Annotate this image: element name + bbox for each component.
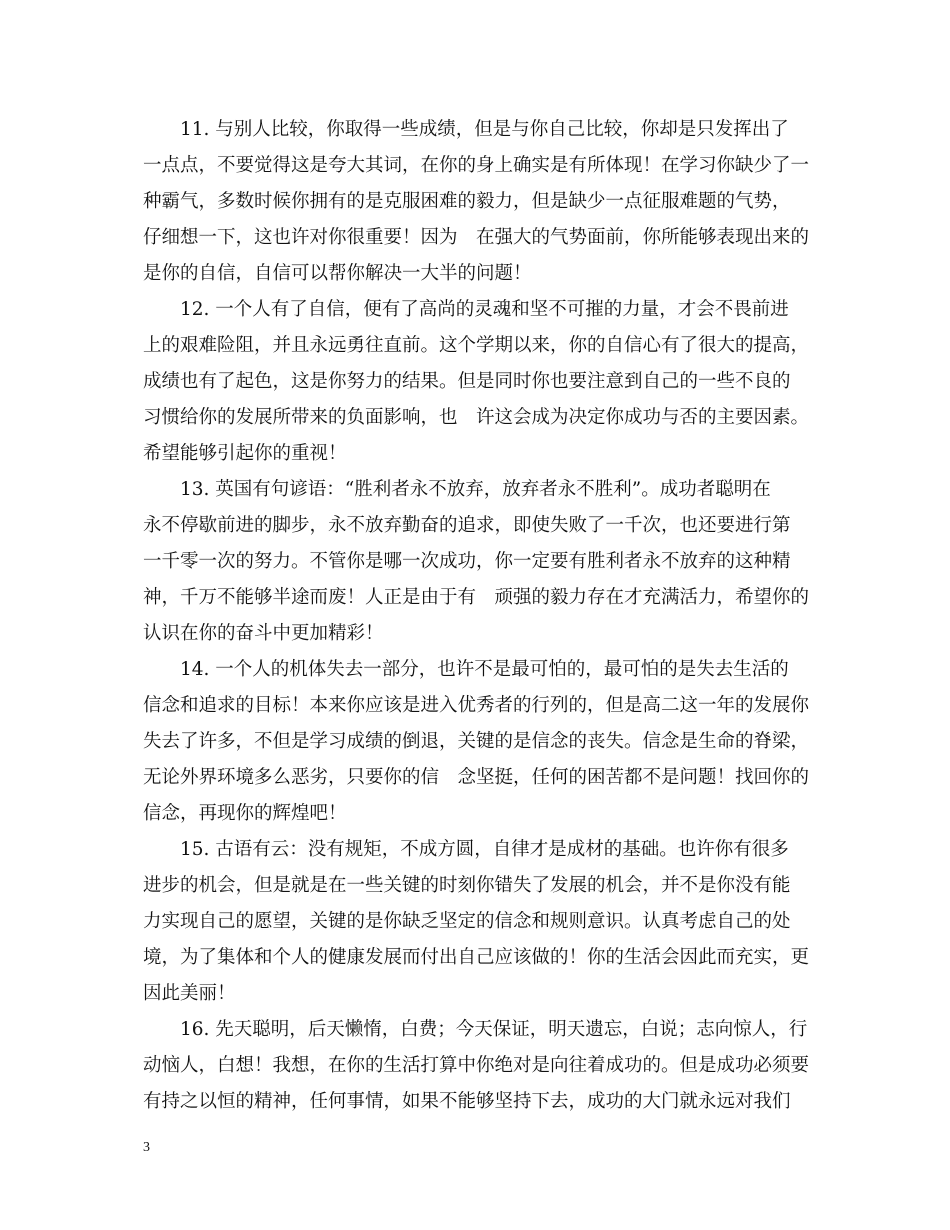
paragraph-15-line-4: 境，为了集体和个人的健康发展而付出自己应该做的！你的生活会因此而充实，更 (143, 947, 810, 968)
paragraph-12-line-5: 希望能够引起你的重视！ (143, 443, 347, 464)
paragraph-14-line-1: 14. 一个人的机体失去一部分，也许不是最可怕的，最可怕的是失去生活的 (180, 659, 789, 680)
paragraph-16-line-3: 有持之以恒的精神，任何事情，如果不能够坚持下去，成功的大门就永远对我们 (143, 1091, 791, 1112)
page-number: 3 (143, 1140, 150, 1155)
paragraph-12-line-2: 上的艰难险阻，并且永远勇往直前。这个学期以来，你的自信心有了很大的提高， (143, 335, 810, 356)
paragraph-13-line-2: 永不停歇前进的脚步，永不放弃勤奋的追求，即使失败了一千次，也还要进行第 (143, 515, 791, 536)
paragraph-11-line-5: 是你的自信，自信可以帮你解决一大半的问题！ (143, 263, 532, 284)
paragraph-13-line-4: 神，千万不能够半途而废！人正是由于有 顽强的毅力存在才充满活力，希望你的 (143, 587, 810, 608)
paragraph-14-line-3: 失去了许多，不但是学习成绩的倒退，关键的是信念的丧失。信念是生命的脊梁， (143, 731, 810, 752)
paragraph-11-line-1: 11. 与别人比较，你取得一些成绩，但是与你自己比较，你却是只发挥出了 (180, 119, 789, 140)
paragraph-13-line-1: 13. 英国有句谚语：“胜利者永不放弃，放弃者永不胜利”。成功者聪明在 (180, 479, 771, 500)
paragraph-12-line-3: 成绩也有了起色，这是你努力的结果。但是同时你也要注意到自己的一些不良的 (143, 371, 791, 392)
paragraph-13-line-3: 一千零一次的努力。不管你是哪一次成功，你一定要有胜利者永不放弃的这种精 (143, 551, 791, 572)
paragraph-12-line-1: 12. 一个人有了自信，便有了高尚的灵魂和坚不可摧的力量，才会不畏前进 (180, 299, 789, 320)
paragraph-11-line-4: 仔细想一下，这也许对你很重要！因为 在强大的气势面前，你所能够表现出来的 (143, 227, 810, 248)
paragraph-11-line-2: 一点点，不要觉得这是夸大其词，在你的身上确实是有所体现！在学习你缺少了一 (143, 155, 810, 176)
paragraph-14-line-5: 信念，再现你的辉煌吧！ (143, 803, 347, 824)
paragraph-15-line-3: 力实现自己的愿望，关键的是你缺乏坚定的信念和规则意识。认真考虑自己的处 (143, 911, 791, 932)
paragraph-14-line-4: 无论外界环境多么恶劣，只要你的信 念坚挺，任何的困苦都不是问题！找回你的 (143, 767, 810, 788)
paragraph-16-line-1: 16. 先天聪明，后天懒惰，白费；今天保证，明天遗忘，白说；志向惊人，行 (180, 1019, 808, 1040)
paragraph-16-line-2: 动恼人，白想！我想，在你的生活打算中你绝对是向往着成功的。但是成功必须要 (143, 1055, 810, 1076)
paragraph-14-line-2: 信念和追求的目标！本来你应该是进入优秀者的行列的，但是高二这一年的发展你 (143, 695, 810, 716)
paragraph-11-line-3: 种霸气，多数时候你拥有的是克服困难的毅力，但是缺少一点征服难题的气势， (143, 191, 791, 212)
paragraph-15-line-1: 15. 古语有云：没有规矩，不成方圆，自律才是成材的基础。也许你有很多 (180, 839, 789, 860)
paragraph-15-line-5: 因此美丽！ (143, 983, 236, 1004)
paragraph-13-line-5: 认识在你的奋斗中更加精彩！ (143, 623, 384, 644)
paragraph-15-line-2: 进步的机会，但是就是在一些关键的时刻你错失了发展的机会，并不是你没有能 (143, 875, 791, 896)
paragraph-12-line-4: 习惯给你的发展所带来的负面影响，也 许这会成为决定你成功与否的主要因素。 (143, 407, 810, 428)
